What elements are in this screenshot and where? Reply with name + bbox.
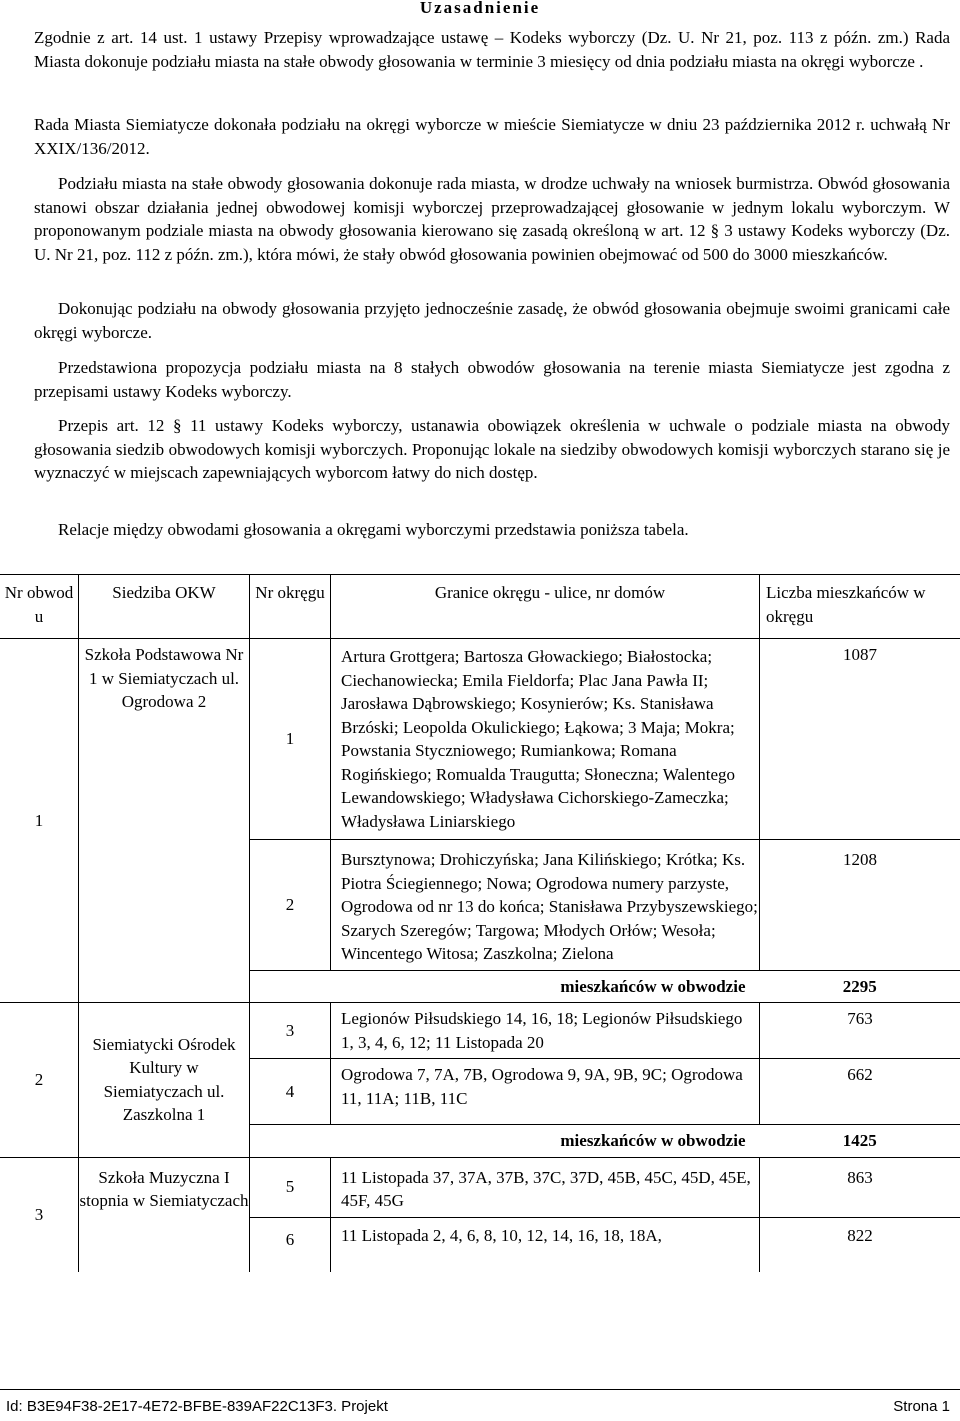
paragraph-4: Dokonując podziału na obwody głosowania przyjęto jednocześnie zasadę, że obwód głosowania obejmuje swoimi granicami całe okręgi wyborcze. — [34, 299, 950, 342]
obwod-1-sum: 2295 — [760, 970, 960, 1003]
header-liczba: Liczba mieszkańców w okręgu — [760, 575, 960, 639]
page-number: Strona 1 — [893, 1398, 950, 1415]
obwod-1-nr: 1 — [0, 639, 79, 1003]
document-id: Id: B3E94F38-2E17-4E72-BFBE-839AF22C13F3. Projekt — [6, 1398, 388, 1415]
okreg-4-nr: 4 — [250, 1059, 331, 1125]
obwod-2-sum: 1425 — [760, 1125, 960, 1158]
obwod-1-siedziba: Szkoła Podstawowa Nr 1 w Siemiatyczach ul. Ogrodowa 2 — [79, 639, 250, 1003]
okreg-4-granice: Ogrodowa 7, 7A, 7B, Ogrodowa 9, 9A, 9B, 9C; Ogrodowa 11, 11A; 11B, 11C — [331, 1059, 760, 1125]
paragraph-6: Przepis art. 12 § 11 ustawy Kodeks wyborczy, ustanawia obowiązek określenia w uchwale o podziale miasta na obwody głosowania siedzib obwodowych komisji wyborczych. Proponując lokale na siedziby obwodowych komisji wyborczych starano się je wyznaczyć w miejscach zapewniających wyborcom łatwy do nich dostęp. — [34, 416, 950, 482]
table-header-row — [0, 575, 960, 639]
table-row — [0, 1003, 960, 1059]
okreg-3-liczba: 763 — [760, 1003, 960, 1059]
okreg-5-granice: 11 Listopada 37, 37A, 37B, 37C, 37D, 45B, 45C, 45D, 45E, 45F, 45G — [331, 1157, 760, 1217]
okreg-3-granice: Legionów Piłsudskiego 14, 16, 18; Legionów Piłsudskiego 1, 3, 4, 6, 12; 11 Listopada 20 — [331, 1003, 760, 1059]
header-nr-obwodu: Nr obwod u — [0, 575, 79, 639]
page-footer — [0, 1389, 960, 1415]
paragraph-2: Rada Miasta Siemiatycze dokonała podziału na okręgi wyborcze w mieście Siemiatycze w dniu 23 października 2012 r. uchwałą Nr XXIX/136/2012. — [34, 115, 950, 158]
okreg-5-nr: 5 — [250, 1157, 331, 1217]
header-granice: Granice okręgu - ulice, nr domów — [331, 575, 760, 639]
okreg-1-granice: Artura Grottgera; Bartosza Głowackiego; Białostocka; Ciechanowiecka; Emila Fieldorfa; Plac Jana Pawła II; Jarosława Dąbrowskiego; Kosynierów; Ks. Stanisława Brzóski; Leopolda Okulickiego; Łąkowa; 3 Maja; Mokra; Powstania Styczniowego; Rumiankowa; Romana Rogińskiego; Romualda Traugutta; Słoneczna; Walentego Lewandowskiego; Władysława Cichorskiego-Zameczka; Władysława Liniarskiego — [331, 639, 760, 840]
okreg-2-liczba: 1208 — [760, 840, 960, 971]
document-heading: Uzasadnienie — [419, 0, 541, 17]
okreg-6-nr: 6 — [250, 1217, 331, 1272]
header-nr-okregu: Nr okręgu — [250, 575, 331, 639]
obwod-1-sum-label: mieszkańców w obwodzie — [250, 970, 760, 1003]
okreg-2-nr: 2 — [250, 840, 331, 971]
okreg-4-liczba: 662 — [760, 1059, 960, 1125]
paragraph-3: Podziału miasta na stałe obwody głosowania dokonuje rada miasta, w drodze uchwały na wniosek burmistrza. Obwód głosowania stanowi obszar działania jednej obwodowej komisji wyborczej przeprowadzającej głosowanie w jednym lokalu wyborczym. W proponowanym podziale miasta na obwody głosowania kierowano się zasadą określoną w art. 12 § 3 ustawy Kodeks wyborczy (Dz. U. Nr 21, poz. 112 z późn. zm.), która mówi, że stały obwód głosowania powinien obejmować od 500 do 3000 mieszkańców. — [34, 174, 950, 264]
obwod-2-siedziba: Siemiatycki Ośrodek Kultury w Siemiatyczach ul. Zaszkolna 1 — [79, 1003, 250, 1158]
obwod-2-sum-label: mieszkańców w obwodzie — [250, 1125, 760, 1158]
okreg-6-granice: 11 Listopada 2, 4, 6, 8, 10, 12, 14, 16, 18, 18A, — [331, 1217, 760, 1272]
paragraph-1: Zgodnie z art. 14 ust. 1 ustawy Przepisy wprowadzające ustawę – Kodeks wyborczy (Dz. U. Nr 21, poz. 113 z późn. zm.) Rada Miasta dokonuje podziału miasta na stałe obwody głosowania w terminie 3 miesięcy od dnia podziału miasta na okręgi wyborcze . — [34, 28, 950, 71]
okreg-6-liczba: 822 — [760, 1217, 960, 1272]
obwod-2-nr: 2 — [0, 1003, 79, 1158]
obwod-3-nr: 3 — [0, 1157, 79, 1272]
okreg-2-granice: Bursztynowa; Drohiczyńska; Jana Kilińskiego; Krótka; Ks. Piotra Ściegiennego; Nowa; Ogrodowa numery parzyste, Ogrodowa od nr 13 do końca; Stanisława Przybyszewskiego; Szarych Szeregów; Targowa; Młodych Orłów; Wesoła; Wincentego Witosa; Zaszkolna; Zielona — [331, 840, 760, 971]
paragraph-7: Relacje między obwodami głosowania a okręgami wyborczymi przedstawia poniższa tabela. — [58, 520, 689, 539]
header-siedziba: Siedziba OKW — [79, 575, 250, 639]
districts-table — [0, 574, 960, 1272]
table-row — [0, 639, 960, 840]
okreg-5-liczba: 863 — [760, 1157, 960, 1217]
okreg-1-nr: 1 — [250, 639, 331, 840]
paragraph-5: Przedstawiona propozycja podziału miasta na 8 stałych obwodów głosowania na terenie miasta Siemiatycze jest zgodna z przepisami ustawy Kodeks wyborczy. — [34, 358, 950, 401]
okreg-3-nr: 3 — [250, 1003, 331, 1059]
okreg-1-liczba: 1087 — [760, 639, 960, 840]
table-row — [0, 1157, 960, 1217]
obwod-3-siedziba: Szkoła Muzyczna I stopnia w Siemiatyczach — [79, 1157, 250, 1272]
